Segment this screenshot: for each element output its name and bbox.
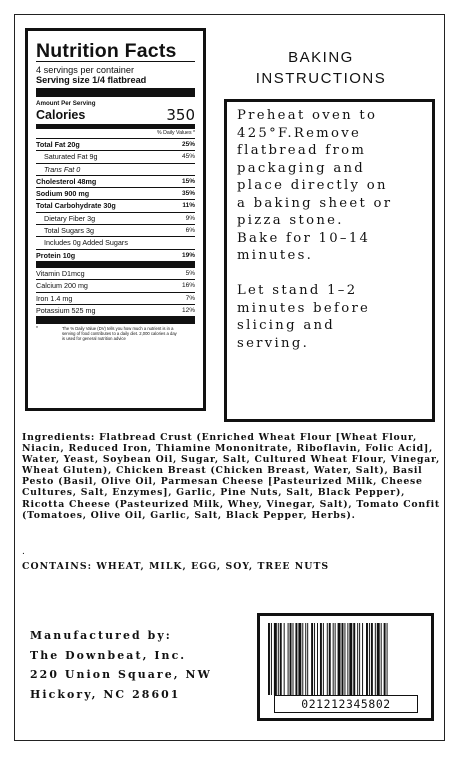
nutrient-dv: 12% bbox=[181, 306, 195, 314]
nutrient-dv: 7% bbox=[185, 294, 195, 302]
serving-size: Serving size 1/4 flatbread bbox=[36, 75, 147, 85]
nutrient-label: Vitamin D1mcg bbox=[36, 268, 85, 278]
manufacturer-line: Hickory, NC 28601 bbox=[30, 687, 181, 701]
thick-divider bbox=[36, 88, 195, 97]
manufacturer-line: Manufactured by: bbox=[30, 629, 172, 642]
barcode-bar bbox=[347, 623, 348, 695]
nutrient-row bbox=[36, 268, 195, 280]
barcode-bar bbox=[323, 623, 324, 695]
barcode-bar bbox=[344, 623, 345, 695]
footnote-star: * bbox=[36, 326, 38, 333]
nutrition-facts-panel bbox=[25, 28, 206, 411]
nutrient-dv: 35% bbox=[181, 190, 195, 198]
barcode-bar bbox=[278, 623, 279, 695]
calories-value: 350 bbox=[166, 106, 195, 124]
calories-row bbox=[36, 108, 195, 129]
manufacturer-line: 220 Union Square, NW bbox=[30, 668, 212, 682]
baking-title-line: INSTRUCTIONS bbox=[255, 70, 387, 87]
thick-divider bbox=[36, 316, 195, 324]
nutrient-label: Cholesterol 48mg bbox=[36, 176, 97, 186]
nutrient-label: Dietary Fiber 3g bbox=[44, 213, 96, 223]
nutrient-row bbox=[36, 176, 195, 188]
barcode-number: 021212345802 bbox=[274, 695, 418, 713]
barcode-bar bbox=[359, 623, 360, 695]
barcode-bar bbox=[375, 623, 376, 695]
amount-per-serving: Amount Per Serving bbox=[36, 100, 96, 107]
barcode-bar bbox=[333, 623, 334, 695]
barcode-bar bbox=[307, 623, 308, 695]
nutrient-label: Total Fat 20g bbox=[36, 140, 80, 149]
nutrition-footnote bbox=[36, 326, 195, 341]
nutrient-label: Total Sugars 3g bbox=[44, 226, 94, 236]
barcode-bar bbox=[295, 623, 297, 695]
nutrient-label: Total Carbohydrate 30g bbox=[36, 201, 116, 211]
manufacturer-line: The Downbeat, Inc. bbox=[30, 648, 187, 662]
nutrient-dv: 6% bbox=[185, 227, 195, 235]
nutrient-row bbox=[36, 280, 195, 292]
nutrient-dv: 45% bbox=[181, 153, 195, 161]
barcode-bar bbox=[384, 623, 386, 695]
nutrient-row bbox=[36, 188, 195, 200]
daily-value-header: % Daily Values * bbox=[36, 129, 195, 139]
nutrient-row bbox=[36, 293, 195, 305]
barcode-bar bbox=[314, 623, 315, 695]
baking-title-line: BAKING bbox=[288, 49, 354, 66]
nutrient-row bbox=[36, 225, 195, 237]
barcode-bar bbox=[335, 623, 336, 695]
manufacturer-info bbox=[30, 626, 212, 704]
nutrient-label: Iron 1.4 mg bbox=[36, 293, 73, 303]
nutrient-row bbox=[36, 237, 195, 249]
barcode-bar bbox=[366, 623, 368, 695]
barcode-bar bbox=[320, 623, 322, 695]
barcode-bar bbox=[369, 623, 370, 695]
barcode-bar bbox=[271, 623, 272, 695]
barcode-bar bbox=[338, 623, 341, 695]
calories-label: Calories bbox=[36, 108, 86, 122]
barcode-bar bbox=[293, 623, 294, 695]
nutrient-label: Saturated Fat 9g bbox=[44, 152, 98, 162]
barcode-bar bbox=[298, 623, 301, 695]
barcode-bar bbox=[280, 623, 282, 695]
nutrient-dv: 9% bbox=[185, 214, 195, 222]
barcode-bar bbox=[311, 623, 313, 695]
barcode-bar bbox=[387, 623, 388, 695]
nutrient-label: Includes 0g Added Sugars bbox=[44, 238, 128, 248]
nutrient-dv: 25% bbox=[181, 141, 195, 148]
barcode-bar bbox=[371, 623, 373, 695]
allergen-statement: CONTAINS: WHEAT, MILK, EGG, SOY, TREE NUTS bbox=[22, 561, 330, 572]
barcode-bar bbox=[362, 623, 363, 695]
thick-divider bbox=[36, 261, 195, 268]
barcode-bar bbox=[329, 623, 331, 695]
nutrient-dv: 11% bbox=[182, 202, 195, 210]
barcode-bar bbox=[327, 623, 328, 695]
baking-instructions-text: Preheat oven to 425°F.Remove flatbread from packaging and place directly on a baking sheet or pizza stone. Bake for 10–14 minutes. Let stand 1–2 minutes before slicing and serving. bbox=[237, 108, 393, 351]
nutrient-row bbox=[36, 250, 195, 261]
barcode-bar bbox=[349, 623, 352, 695]
nutrition-title: Nutrition Facts bbox=[36, 40, 177, 62]
nutrient-dv: 5% bbox=[185, 269, 195, 277]
barcode-bar bbox=[381, 623, 382, 695]
nutrient-dv: 16% bbox=[181, 282, 195, 290]
nutrient-label: Trans Fat 0 bbox=[44, 164, 81, 174]
barcode-bar bbox=[342, 623, 344, 695]
barcode-bar bbox=[268, 623, 270, 695]
servings-per-container: 4 servings per container bbox=[36, 65, 135, 75]
nutrient-label: Protein 10g bbox=[36, 250, 76, 260]
barcode-bars bbox=[268, 623, 423, 695]
nutrient-row bbox=[36, 200, 195, 212]
barcode-bar bbox=[353, 623, 355, 695]
ingredients-list: Ingredients: Flatbread Crust (Enriched Wheat Flour [Wheat Flour, Niacin, Reduced Iron, Thiamine Mononitrate, Riboflavin, Folic Acid], Water, Yeast, Soybean Oil, Sugar, Salt, Cultured Wheat Flour, Vinegar, Wheat Gluten), Chicken Breast (Chicken Breast, Water, Salt), Basil Pesto (Basil, Olive Oil, Parmesan Cheese [Pasteurized Milk, Cheese Cultures, Salt, Enzymes], Garlic, Pine Nuts, Salt, Black Pepper), Ricotta Cheese (Pasteurized Milk, Whey, Vinegar, Salt), Tomato Confit (Tomatoes, Olive Oil, Garlic, Salt, Black Pepper, Herbs). bbox=[22, 432, 440, 521]
nutrient-label: Potassium 525 mg bbox=[36, 305, 96, 315]
barcode-bar bbox=[290, 623, 292, 695]
barcode-bar bbox=[357, 623, 358, 695]
nutrient-row bbox=[36, 139, 195, 151]
barcode-bar bbox=[302, 623, 303, 695]
barcode bbox=[257, 613, 434, 721]
footnote-text: The % Daily Value (DV) tells you how much a nutrient is in a serving of food contributes to a daily diet. 2,000 calories a day is used for general nutrition advice bbox=[62, 326, 177, 342]
nutrient-label: Calcium 200 mg bbox=[36, 281, 88, 291]
nutrient-dv: 19% bbox=[181, 251, 195, 259]
baking-instructions-title bbox=[232, 47, 410, 89]
nutrient-row bbox=[36, 151, 195, 163]
separator-dot: . bbox=[22, 547, 25, 557]
barcode-bar bbox=[274, 623, 277, 695]
nutrient-row bbox=[36, 213, 195, 225]
nutrient-label: Sodium 900 mg bbox=[36, 189, 90, 199]
baking-instructions-box bbox=[224, 99, 435, 422]
barcode-bar bbox=[288, 623, 289, 695]
nutrient-row bbox=[36, 164, 195, 176]
nutrient-dv: 15% bbox=[181, 177, 195, 185]
nutrient-row bbox=[36, 305, 195, 316]
barcode-bar bbox=[305, 623, 306, 695]
barcode-bar bbox=[284, 623, 285, 695]
barcode-bar bbox=[377, 623, 380, 695]
barcode-bar bbox=[317, 623, 318, 695]
